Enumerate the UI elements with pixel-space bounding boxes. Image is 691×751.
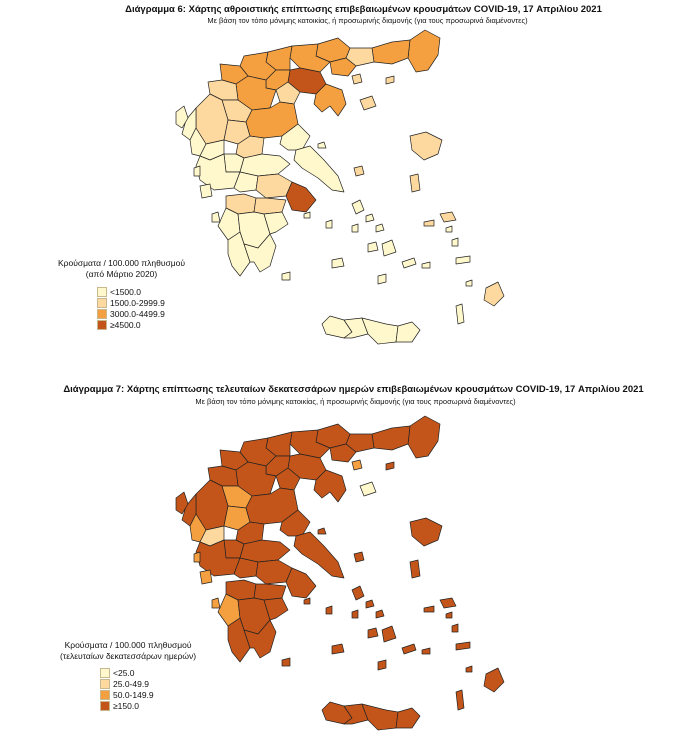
region-ikaria (424, 220, 434, 226)
region-thasos (352, 74, 362, 84)
legend-swatch (97, 287, 107, 297)
region-tilos (466, 666, 472, 672)
region-lesvos (410, 518, 442, 546)
legend-label: <25.0 (113, 667, 135, 678)
region-milos (332, 644, 344, 654)
region-attiki (286, 182, 316, 212)
region-ikaria (424, 606, 434, 612)
region-naxos (382, 626, 396, 642)
region-lesvos (410, 132, 442, 160)
region-amorgos (402, 258, 416, 268)
map-subtitle: Με βάση τον τόπο μόνιμης κατοικίας, ή προσωρινής διαμονής (για τους προσωρινά διαμένοντες) (207, 16, 528, 25)
legend-item (97, 319, 185, 330)
region-naxos (382, 240, 396, 256)
legend-subtitle: (από Μάρτιο 2020) (85, 269, 158, 279)
region-fthiotida (240, 154, 290, 176)
region-rodos (484, 668, 504, 692)
region-rodopi (372, 40, 410, 64)
map-title: Διάγραμμα 7: Χάρτης επίπτωσης τελευταίων δεκατεσσάρων ημερών επιβεβαιωμένων κρουσμάτων COVID-19, 17 Απριλίου 2021 (63, 384, 644, 395)
region-karpathos (456, 304, 464, 324)
region-kea (326, 606, 332, 614)
legend-item (100, 667, 196, 678)
legend-title: Κρούσματα / 100.000 πληθυσμού (64, 640, 192, 650)
region-fthiotida (240, 540, 290, 562)
legend-swatch (97, 320, 107, 330)
region-paros (368, 242, 378, 252)
region-zakynthos (212, 212, 220, 222)
region-samos (440, 212, 456, 222)
map-legend (58, 258, 185, 330)
legend-swatch (100, 679, 110, 689)
region-lasithi (396, 322, 420, 342)
region-leros (446, 226, 452, 232)
region-mykonos (376, 610, 384, 618)
legend-title: Κρούσματα / 100.000 πληθυσμού (58, 258, 185, 268)
region-syros (352, 610, 358, 618)
map-title: Διάγραμμα 6: Χάρτης αθροιστικής επίπτωσης επιβεβαιωμένων κρουσμάτων COVID-19, 17 Απριλίου 2021 (125, 4, 602, 15)
legend-label: 50.0-149.9 (113, 689, 154, 700)
region-kefalonia (200, 570, 212, 584)
legend-item (97, 286, 185, 297)
region-syros (352, 224, 358, 232)
legend-label: 25.0-49.9 (113, 678, 149, 689)
region-skiathos (318, 142, 326, 148)
region-lefkada (194, 552, 200, 562)
region-limnos (360, 96, 376, 110)
legend-swatch (97, 298, 107, 308)
region-mykonos (376, 224, 384, 232)
legend-item (100, 700, 196, 711)
region-lefkada (194, 166, 200, 176)
region-kalymnos (452, 624, 458, 632)
region-irakleio (362, 704, 398, 730)
legend-subtitle: (τελευταίων δεκατεσσάρων ημερών) (60, 651, 197, 661)
region-korinthia (254, 198, 286, 214)
region-zakynthos (212, 598, 220, 608)
legend-swatch (100, 668, 110, 678)
region-astypalaia (422, 262, 430, 268)
region-chios (410, 560, 420, 578)
region-kos (456, 642, 470, 650)
legend-label: 3000.0-4499.9 (110, 308, 165, 319)
map-panel-14day (0, 378, 691, 751)
region-kos (456, 256, 470, 264)
region-skyros (354, 552, 364, 562)
region-evia (294, 532, 344, 578)
region-santorini (378, 660, 386, 670)
region-milos (332, 258, 344, 268)
region-tilos (466, 280, 472, 286)
region-attiki (286, 568, 316, 598)
legend-label: ≥150.0 (113, 700, 139, 711)
region-rodopi (372, 426, 410, 450)
region-kythira (282, 272, 290, 280)
region-irakleio (362, 318, 398, 344)
map-subtitle: Με βάση τον τόπο μόνιμης κατοικίας, ή προσωρινής διαμονής (για τους προσωρινά διαμένοντες) (195, 397, 516, 406)
legend-swatch (97, 309, 107, 319)
region-evia (294, 146, 344, 192)
region-skiathos (318, 528, 326, 534)
region-rodos (484, 282, 504, 306)
region-evros (408, 416, 440, 458)
region-tinos (366, 600, 374, 608)
region-paros (368, 628, 378, 638)
region-thasos (352, 460, 362, 470)
region-andros (352, 586, 364, 600)
region-kea (326, 220, 332, 228)
region-karpathos (456, 690, 464, 710)
region-skyros (354, 166, 364, 176)
region-samothraki (386, 462, 394, 470)
region-evros (408, 30, 440, 72)
legend-swatch (100, 701, 110, 711)
legend-item (100, 678, 196, 689)
region-kalymnos (452, 238, 458, 246)
legend-swatch (100, 690, 110, 700)
region-kefalonia (200, 184, 212, 198)
legend-label: ≥4500.0 (110, 319, 141, 330)
region-korinthia (254, 584, 286, 600)
region-andros (352, 200, 364, 214)
legend-item (97, 308, 185, 319)
region-santorini (378, 274, 386, 284)
region-leros (446, 612, 452, 618)
region-samothraki (386, 76, 394, 84)
region-aegina (304, 212, 310, 218)
legend-label: <1500.0 (110, 286, 141, 297)
legend-label: 1500.0-2999.9 (110, 297, 165, 308)
region-limnos (360, 482, 376, 496)
region-kythira (282, 658, 290, 666)
region-aegina (304, 598, 310, 604)
legend-item (97, 297, 185, 308)
map-panel-cumulative (0, 0, 691, 372)
region-lasithi (396, 708, 420, 728)
map-legend (60, 640, 196, 711)
region-astypalaia (422, 648, 430, 654)
region-samos (440, 598, 456, 608)
region-amorgos (402, 644, 416, 654)
region-tinos (366, 214, 374, 222)
legend-item (100, 689, 196, 700)
region-chios (410, 174, 420, 192)
